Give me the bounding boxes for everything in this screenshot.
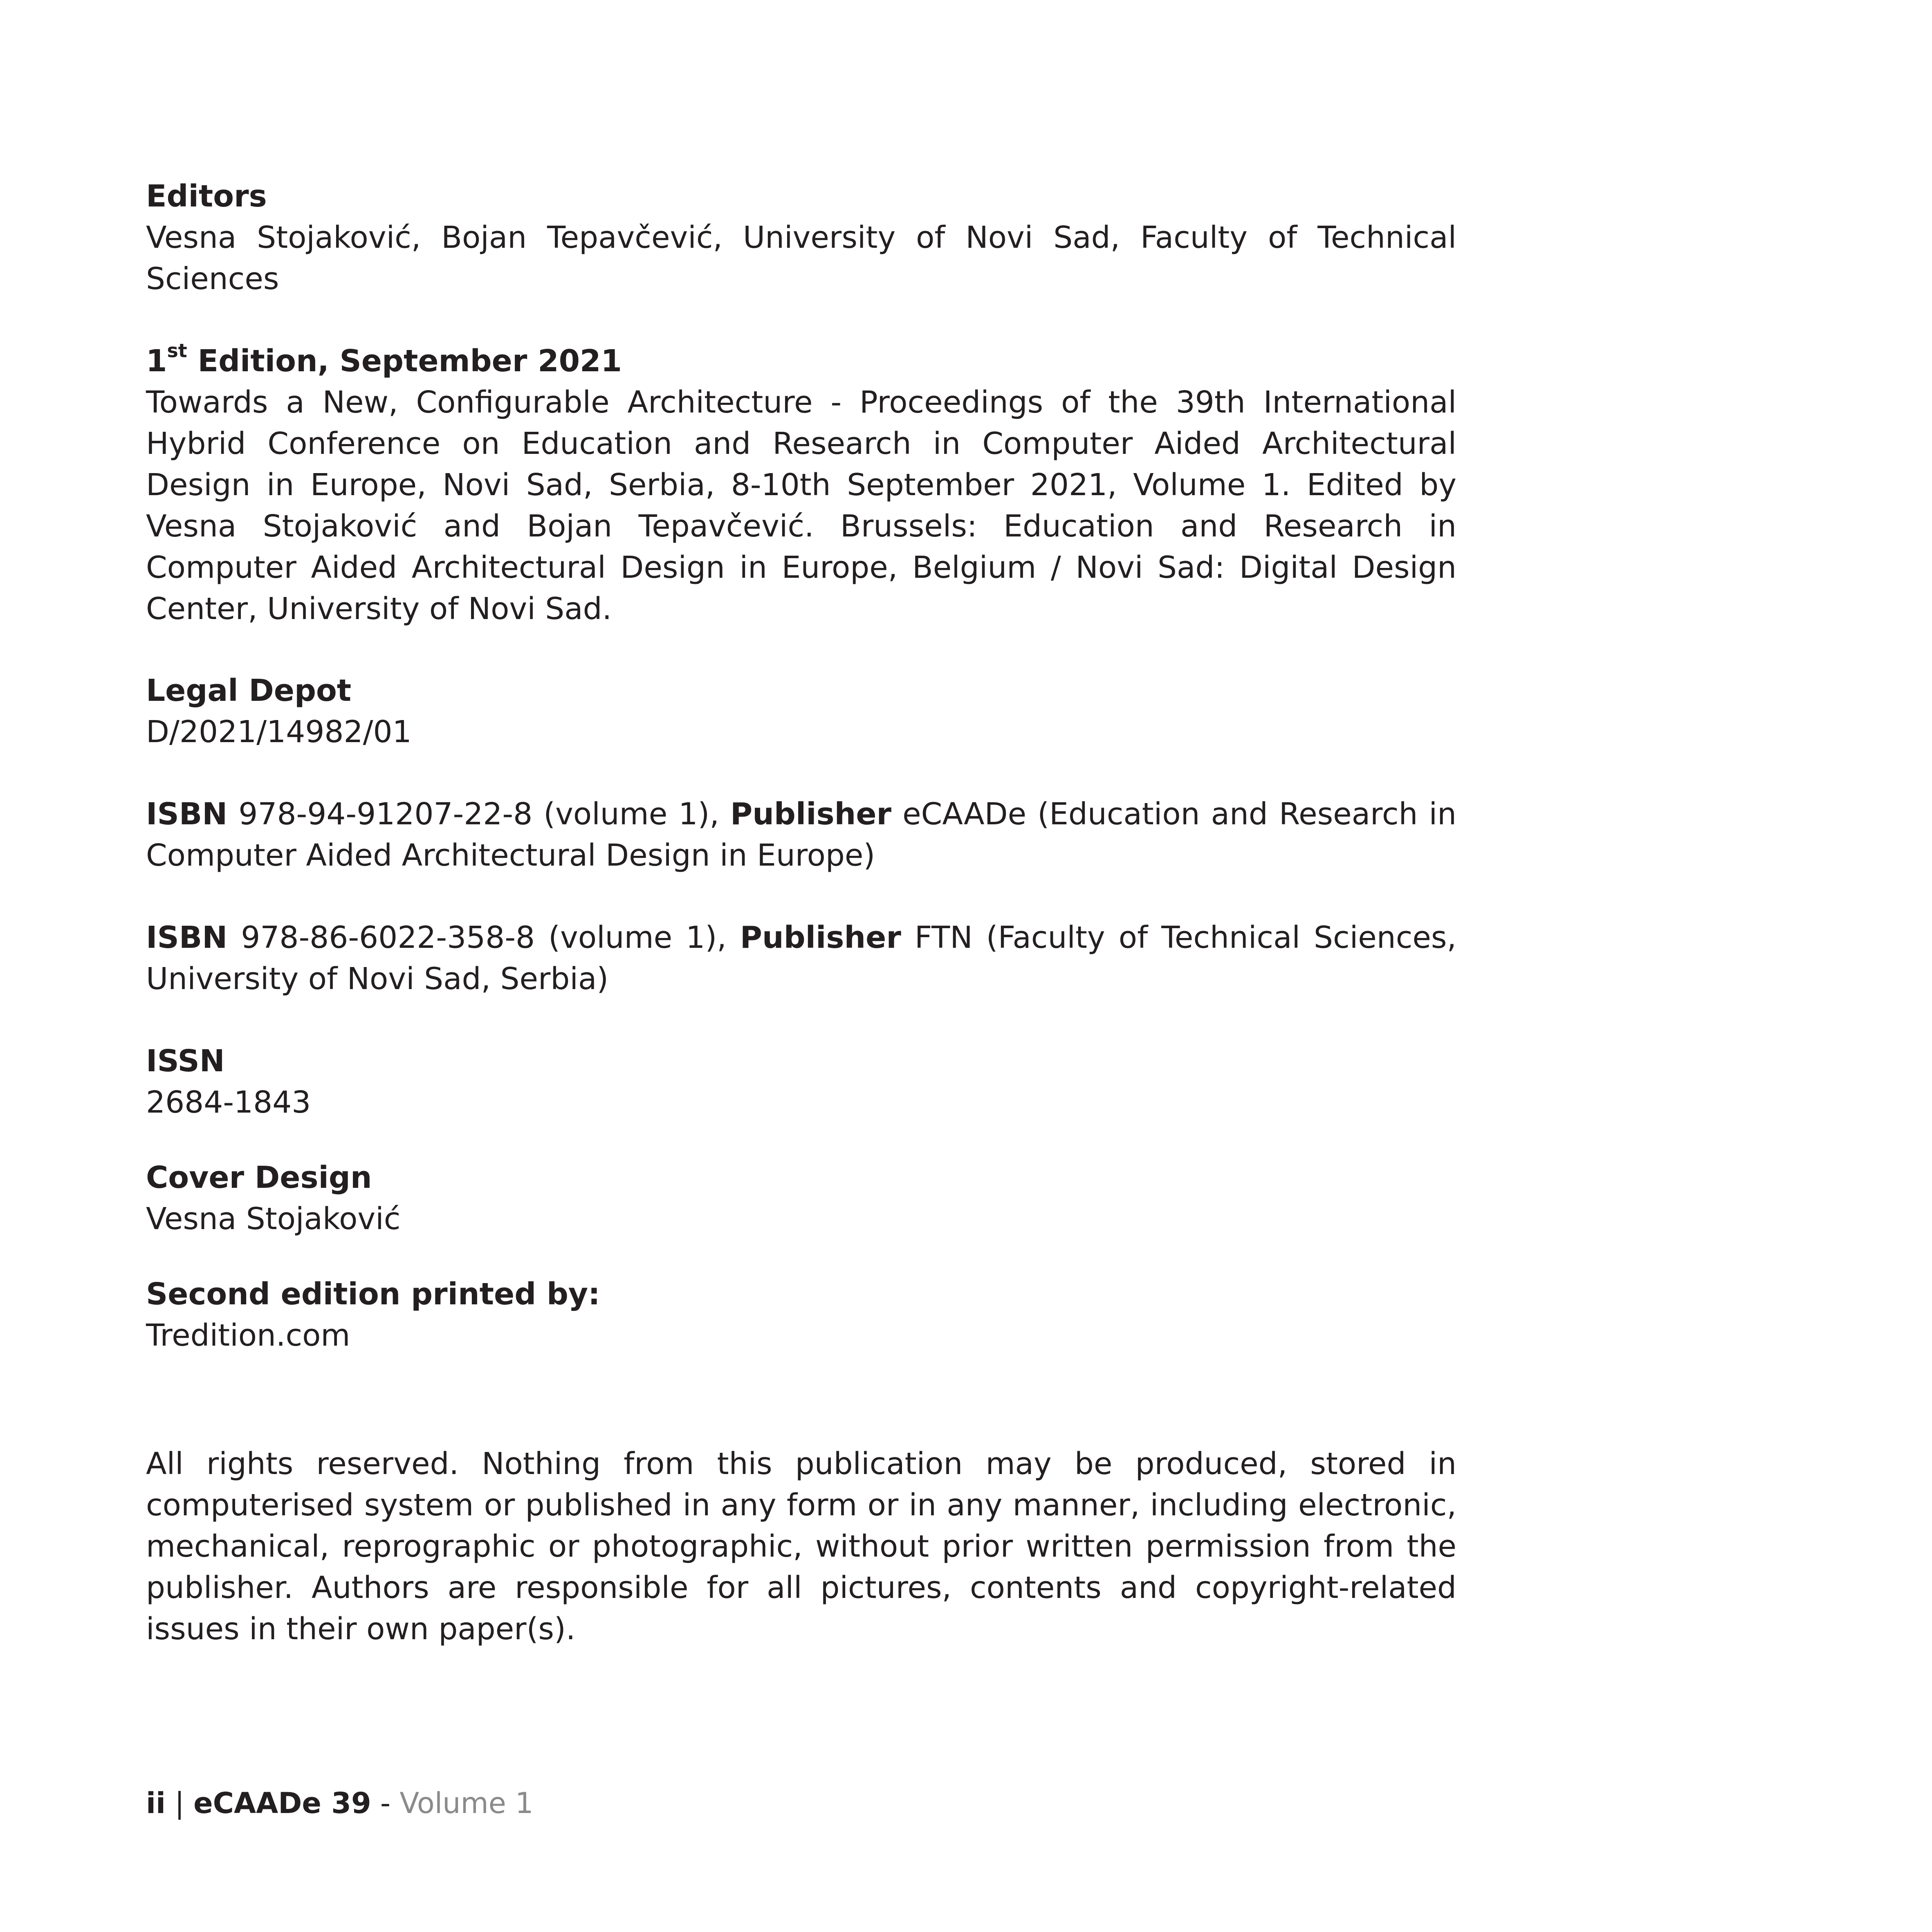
editors-text: Vesna Stojaković, Bojan Tepavčević, University of Novi Sad, Faculty of Technical Sciences xyxy=(146,220,1456,296)
isbn-ecaade-section xyxy=(146,794,1456,876)
issn-section xyxy=(146,1041,1456,1123)
rights-section xyxy=(146,1443,1456,1650)
footer-page-number: ii xyxy=(146,1786,166,1820)
footer-dash: - xyxy=(371,1786,400,1820)
page-footer xyxy=(146,1785,534,1822)
publisher-ecaade-label: Publisher xyxy=(730,797,892,832)
footer-publication: eCAADe 39 xyxy=(193,1786,371,1820)
cover-design-section xyxy=(146,1157,1456,1240)
publisher-ecaade-value: eCAADe (Education and Research in Computer Aided Architectural Design in Europe) xyxy=(146,797,1456,873)
isbn-ecaade-value: 978-94-91207-22-8 (volume 1), xyxy=(227,797,730,832)
editors-heading: Editors xyxy=(146,179,267,214)
footer-separator: | xyxy=(166,1786,194,1820)
isbn-ftn-section xyxy=(146,917,1456,1000)
isbn-ftn-label: ISBN xyxy=(146,920,228,955)
isbn-ecaade-label: ISBN xyxy=(146,797,228,832)
isbn-ftn-text xyxy=(146,917,1456,1000)
publisher-ftn-label: Publisher xyxy=(740,920,901,955)
legal-depot-value: D/2021/14982/01 xyxy=(146,714,412,749)
edition-number: 1 xyxy=(146,343,167,379)
legal-depot-heading: Legal Depot xyxy=(146,673,352,708)
cover-design-value: Vesna Stojaković xyxy=(146,1201,401,1236)
isbn-ftn-value: 978-86-6022-358-8 (volume 1), xyxy=(227,920,740,955)
issn-value: 2684-1843 xyxy=(146,1085,311,1120)
cover-design-heading: Cover Design xyxy=(146,1160,372,1195)
rights-text: All rights reserved. Nothing from this publication may be produced, stored in computerised system or published in any form or in any manner, including electronic, mechanical, reprographic or photographic, without prior written permission from the publisher. Authors are responsible for all pictures, contents and copyright-related issues in their own paper(s). xyxy=(146,1446,1456,1647)
printer-value: Tredition.com xyxy=(146,1318,350,1353)
edition-heading-rest: Edition, September 2021 xyxy=(187,343,622,379)
edition-superscript: st xyxy=(167,339,187,362)
printer-heading: Second edition printed by: xyxy=(146,1277,600,1312)
issn-heading: ISSN xyxy=(146,1043,225,1079)
editors-section xyxy=(146,176,1456,300)
edition-citation-text: Towards a New, Configurable Architecture - Proceedings of the 39th International Hybrid Conference on Education and Research in Computer Aided Architectural Design in Europe, Novi Sad, Serbia, 8-10th September 2021, Volume 1. Edited by Vesna Stojaković and Bojan Tepavčević. Brussels: Education and Research in Computer Aided Architectural Design in Europe, Belgium / Novi Sad: Digital Design Center, University of Novi Sad. xyxy=(146,385,1456,626)
edition-heading xyxy=(146,341,1456,382)
footer-volume: Volume 1 xyxy=(399,1786,534,1820)
isbn-ecaade-text xyxy=(146,794,1456,876)
publisher-ftn-value: FTN (Faculty of Technical Sciences, University of Novi Sad, Serbia) xyxy=(146,920,1456,996)
legal-depot-section xyxy=(146,670,1456,753)
printer-section xyxy=(146,1274,1456,1356)
edition-section xyxy=(146,341,1456,630)
